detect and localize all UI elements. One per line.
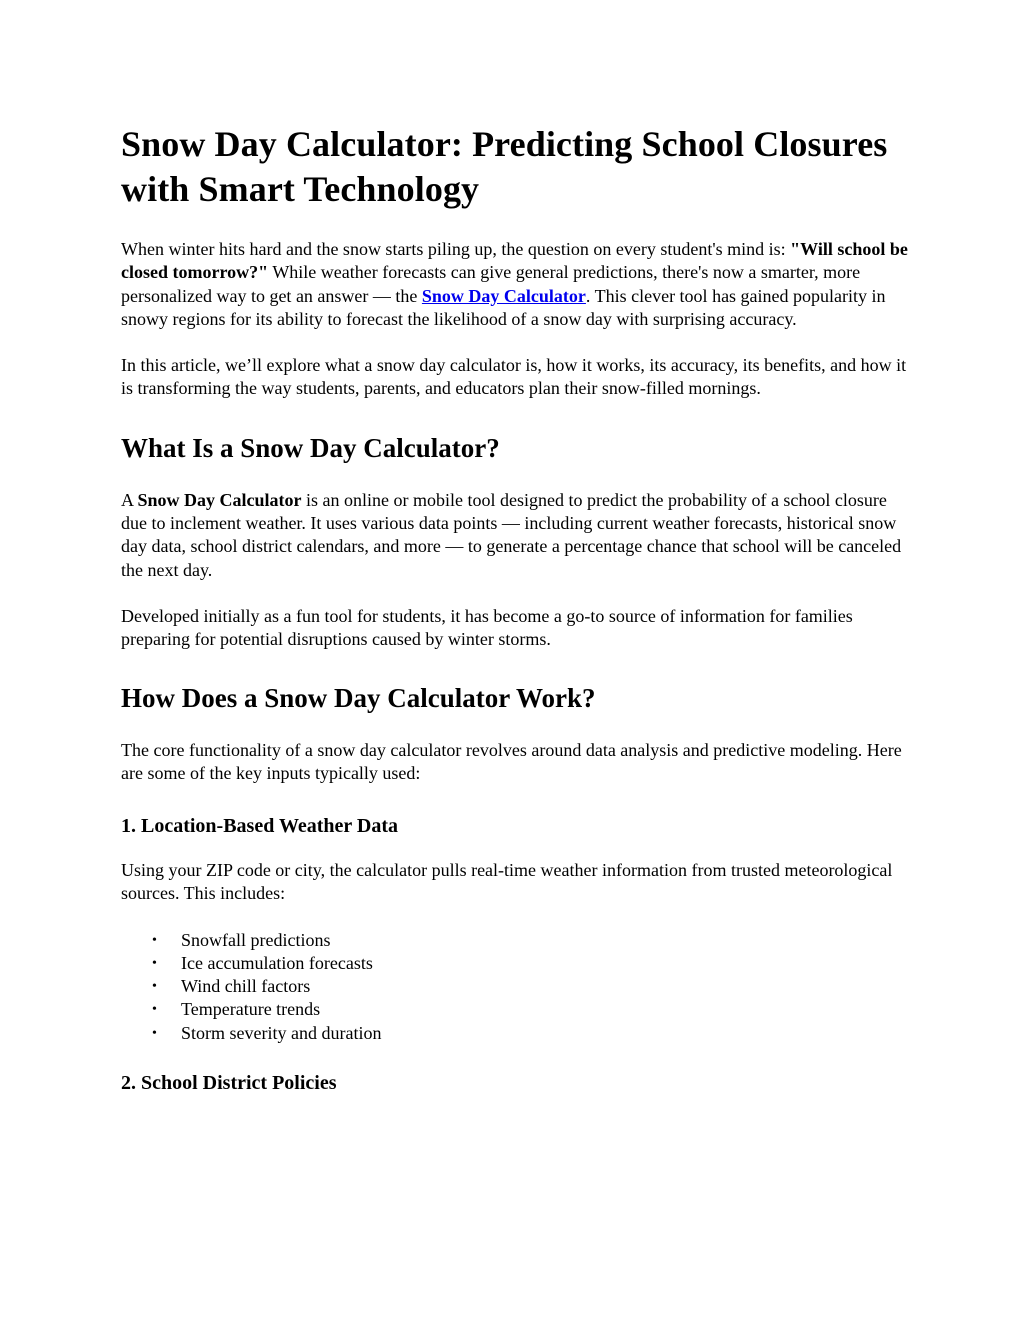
bullet-icon: • — [152, 955, 157, 971]
intro-text-2: While weather forecasts can give general predictions, there's now a smarter, more personalized way to get an answer — the — [121, 262, 861, 306]
page-title: Snow Day Calculator: Predicting School Closures with Smart Technology — [121, 124, 888, 209]
subheading-location-weather: 1. Location-Based Weather Data — [121, 815, 399, 838]
list-item-text: Temperature trends — [181, 999, 321, 1020]
intro-paragraph-2: In this article, we’ll explore what a snow day calculator is, how it works, its accuracy, its benefits, and how it is transforming the way students, parents, and educators plan their snow-filled mornings. — [121, 355, 907, 399]
document-page — [121, 122, 911, 1116]
weather-inputs-list — [121, 929, 911, 1045]
what-term: Snow Day Calculator — [137, 489, 302, 510]
list-item-text: Storm severity and duration — [181, 1022, 382, 1043]
intro-text-3: . This clever tool has gained popularity in snowy regions for its ability to forecast the likelihood of a snow day with surprising accuracy. — [121, 285, 886, 329]
list-item-text: Snowfall predictions — [181, 929, 331, 950]
intro-text-1: When winter hits hard and the snow starts piling up, the question on every student's mind is: — [121, 239, 791, 259]
list-item-text: Ice accumulation forecasts — [181, 952, 373, 973]
bullet-icon: • — [152, 1002, 157, 1018]
bullet-icon: • — [152, 1025, 157, 1041]
what-text-1: A — [121, 489, 138, 510]
list-item — [152, 998, 911, 1021]
list-item — [152, 1022, 911, 1045]
list-item — [152, 929, 911, 952]
what-paragraph-2: Developed initially as a fun tool for students, it has become a go-to source of information for families preparing for potential disruptions caused by winter storms. — [121, 605, 853, 650]
intro-quote: "Will school be closed tomorrow?" — [121, 239, 908, 283]
list-item-text: Wind chill factors — [181, 976, 311, 997]
bullet-icon: • — [152, 932, 157, 948]
intro-paragraph-1 — [121, 238, 911, 331]
what-paragraph-1 — [121, 489, 911, 582]
list-item — [152, 952, 911, 975]
subheading-district-policies: 2. School District Policies — [121, 1071, 337, 1094]
location-weather-paragraph: Using your ZIP code or city, the calculator pulls real-time weather information from trusted meteorological sources. This includes: — [121, 860, 893, 904]
what-text-2: is an online or mobile tool designed to predict the probability of a school closure due to inclement weather. It uses various data points — including current weather forecasts, historical snow day data, school district calendars, and more — to generate a percentage chance that school will be canceled the next day. — [121, 489, 902, 580]
section-heading-what: What Is a Snow Day Calculator? — [121, 432, 500, 463]
snow-day-calculator-link[interactable]: Snow Day Calculator — [421, 285, 586, 306]
bullet-icon: • — [152, 979, 157, 995]
how-paragraph-1: The core functionality of a snow day calculator revolves around data analysis and predictive modeling. Here are some of the key inputs typically used: — [121, 739, 902, 783]
list-item — [152, 975, 911, 998]
section-heading-how: How Does a Snow Day Calculator Work? — [121, 682, 596, 713]
